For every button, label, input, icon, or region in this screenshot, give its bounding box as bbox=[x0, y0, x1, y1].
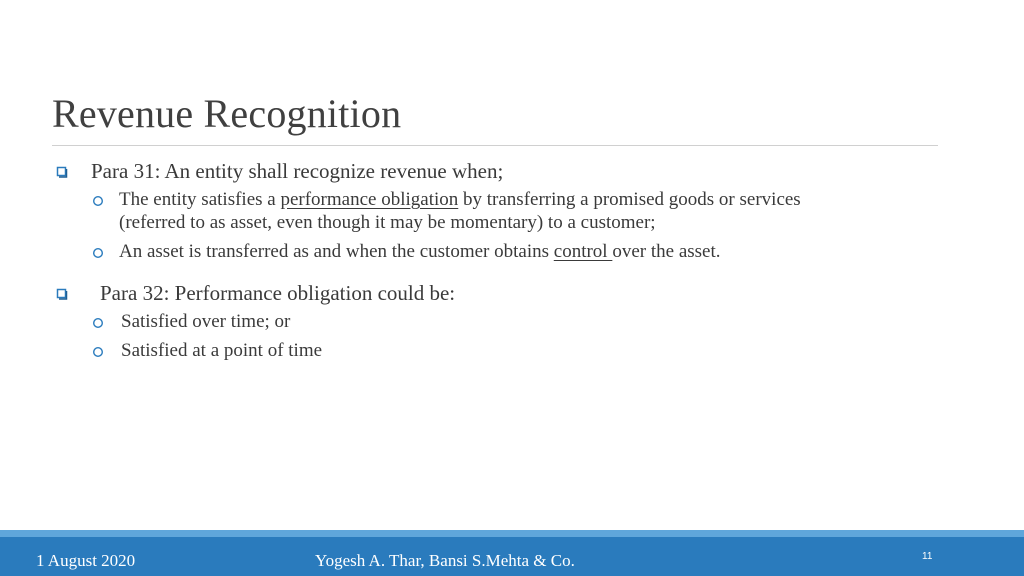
slide-title: Revenue Recognition bbox=[52, 91, 402, 136]
square-bullet-icon bbox=[56, 166, 68, 178]
para32-item-2: Satisfied at a point of time bbox=[121, 340, 323, 361]
para31-item-1 bbox=[119, 188, 999, 234]
control-term: control bbox=[553, 241, 613, 262]
footer-bar bbox=[0, 530, 1024, 576]
circle-bullet-icon bbox=[92, 317, 104, 329]
para31-item-2 bbox=[119, 240, 721, 263]
footer-date: 1 August 2020 bbox=[36, 551, 136, 570]
circle-bullet-icon bbox=[92, 195, 104, 207]
para31-item-1-text-post: by transferring a promised goods or services bbox=[458, 189, 801, 210]
title-divider bbox=[52, 145, 938, 146]
circle-bullet-icon bbox=[92, 247, 104, 259]
footer-author: Yogesh A. Thar, Bansi S.Mehta & Co. bbox=[315, 551, 575, 570]
performance-obligation-term: performance obligation bbox=[280, 189, 459, 210]
slide-number: 11 bbox=[922, 551, 933, 562]
circle-bullet-icon bbox=[92, 346, 104, 358]
para31-item-2-text-pre: An asset is transferred as and when the customer obtains bbox=[119, 241, 554, 262]
para32-item-1: Satisfied over time; or bbox=[121, 311, 291, 332]
square-bullet-icon bbox=[56, 288, 68, 300]
footer-stripe bbox=[0, 530, 1024, 537]
para31-heading: Para 31: An entity shall recognize revenue when; bbox=[91, 159, 504, 183]
para32-heading: Para 32: Performance obligation could be: bbox=[100, 281, 456, 305]
para31-item-1-text-pre: The entity satisfies a bbox=[119, 189, 281, 210]
para31-item-2-text-post: over the asset. bbox=[612, 241, 721, 262]
para31-item-1-line2: (referred to as asset, even though it may be momentary) to a customer; bbox=[119, 212, 656, 233]
